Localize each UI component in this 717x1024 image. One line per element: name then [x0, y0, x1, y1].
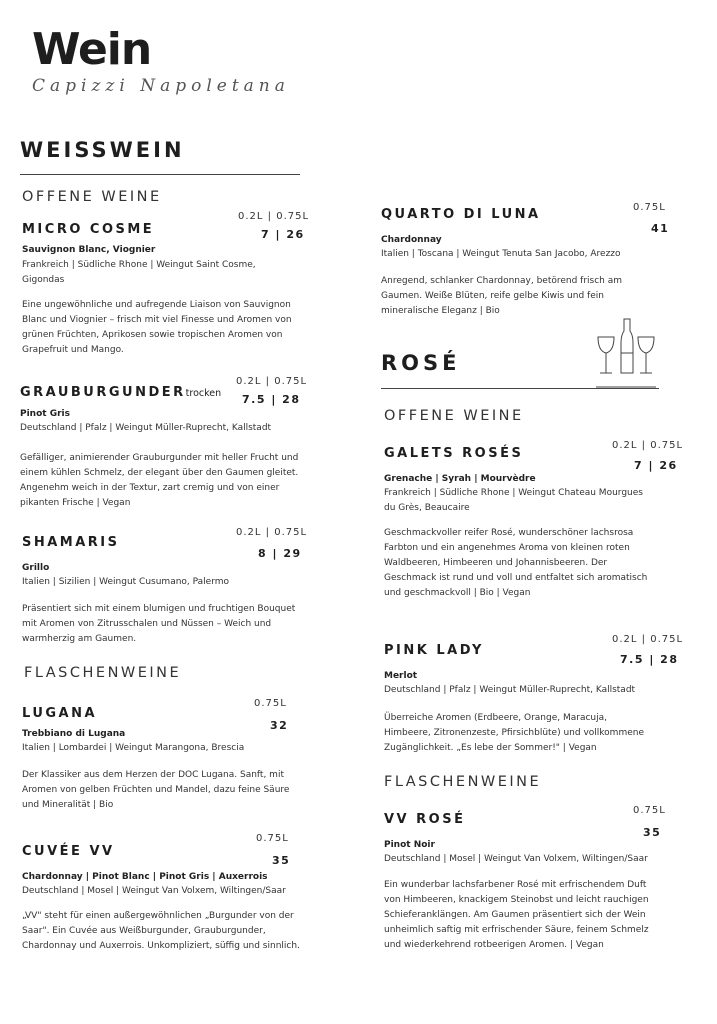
wine-price: 35	[643, 826, 662, 839]
subsection-title-flaschenweine: FLASCHENWEINE	[24, 665, 182, 681]
wine-sizes: 0.2L | 0.75L	[238, 211, 310, 222]
wine-grapes: Merlot	[384, 671, 418, 681]
wine-sizes: 0.2L | 0.75L	[236, 376, 308, 387]
wine-grapes: Sauvignon Blanc, Viognier	[22, 245, 156, 255]
wine-price: 7 | 26	[634, 459, 678, 472]
wine-name: GRAUBURGUNDERtrocken	[20, 385, 222, 400]
subsection-title-flaschenweine: FLASCHENWEINE	[384, 774, 542, 790]
wine-sizes: 0.75L	[256, 833, 289, 844]
wine-price: 8 | 29	[258, 547, 302, 560]
wine-grapes: Pinot Gris	[20, 409, 70, 419]
wine-price: 7.5 | 28	[620, 653, 679, 666]
wine-bottle-glasses-icon	[592, 317, 660, 389]
wine-name: VV ROSÉ	[384, 812, 466, 827]
wine-description: Überreiche Aromen (Erdbeere, Orange, Maracuja, Himbeere, Zitronenzeste, Pfirsichblüte) und vollkommene Zugänglichkeit. „Es lebe der Sommer!" | Vegan	[384, 713, 644, 753]
wine-description: Eine ungewöhnliche und aufregende Liaison von Sauvignon Blanc und Viognier – frisch mit viel Finesse und Aromen von grünen Früchten, Aprikosen sowie tropischen Aromen von Grapefruit und Mango.	[22, 300, 292, 355]
wine-price: 7.5 | 28	[242, 393, 301, 406]
wine-origin: Frankreich | Südliche Rhone | Weingut Saint Cosme, Gigondas	[22, 260, 256, 285]
wine-sizes: 0.75L	[633, 805, 666, 816]
wine-origin: Deutschland | Pfalz | Weingut Müller-Ruprecht, Kallstadt	[20, 423, 272, 433]
wine-grapes: Chardonnay | Pinot Blanc | Pinot Gris | Auxerrois	[22, 872, 268, 882]
wine-sizes: 0.2L | 0.75L	[612, 634, 684, 645]
wine-grapes: Grillo	[22, 563, 50, 573]
wine-origin: Italien | Sizilien | Weingut Cusumano, Palermo	[22, 577, 230, 587]
wine-name: PINK LADY	[384, 643, 484, 658]
wine-sizes: 0.2L | 0.75L	[612, 440, 684, 451]
wine-description: Geschmackvoller reifer Rosé, wunderschöner lachsrosa Farbton und ein angenehmes Aroma von kleinen roten Waldbeeren, Himbeeren und Johannisbeeren. Der Geschmack ist rund und voll und entfaltet sich aromatisch und geschmackvoll | Bio | Vegan	[384, 528, 648, 598]
wine-description: Anregend, schlanker Chardonnay, betörend frisch am Gaumen. Weiße Blüten, reife gelbe Kiwis und fein mineralische Eleganz | Bio	[381, 276, 623, 316]
wine-origin: Italien | Lombardei | Weingut Marangona, Brescia	[22, 743, 245, 753]
wine-sizes: 0.2L | 0.75L	[236, 527, 308, 538]
wine-sizes: 0.75L	[633, 202, 666, 213]
wine-origin: Deutschland | Mosel | Weingut Van Volxem, Wiltingen/Saar	[22, 886, 286, 896]
wine-description: Der Klassiker aus dem Herzen der DOC Lugana. Sanft, mit Aromen von gelben Früchten und Mandel, dazu feine Säure und Mineralität | Bio	[22, 770, 290, 810]
wine-name: QUARTO DI LUNA	[381, 207, 541, 222]
wine-description: „VV" steht für einen außergewöhnlichen „Burgunder von der Saar". Ein Cuvée aus Weißburgunder, Grauburgunder, Chardonnay und Auxerrois. Unkompliziert, süffig und sinnlich.	[22, 911, 300, 951]
wine-grapes: Grenache | Syrah | Mourvèdre	[384, 474, 536, 484]
section-divider	[20, 174, 300, 175]
wine-origin: Deutschland | Mosel | Weingut Van Volxem, Wiltingen/Saar	[384, 854, 648, 864]
wine-style-note: trocken	[185, 388, 222, 399]
wine-description: Präsentiert sich mit einem blumigen und fruchtigen Bouquet mit Aromen von Zitrusschalen und Nüssen – Weich und warmherzig am Gaumen.	[22, 604, 296, 644]
wine-name: SHAMARIS	[22, 535, 120, 550]
wine-description: Ein wunderbar lachsfarbener Rosé mit erfrischendem Duft von Himbeeren, knackigem Steinobst und leicht rauchigen Schieferanklängen. Am Gaumen präsentiert sich der Wein unheimlich saftig mit erfrischender Säure, feinem Schmelz und wiederkehrend rotbeerigen Aromen. | Vegan	[384, 880, 649, 950]
wine-name: GALETS ROSÉS	[384, 446, 524, 461]
wine-price: 32	[270, 719, 289, 732]
page-title: Wein	[32, 24, 152, 75]
wine-name: LUGANA	[22, 706, 98, 721]
wine-price: 41	[651, 222, 670, 235]
wine-grapes: Pinot Noir	[384, 840, 435, 850]
wine-price: 7 | 26	[261, 228, 305, 241]
wine-origin: Italien | Toscana | Weingut Tenuta San Jacobo, Arezzo	[381, 249, 621, 259]
subsection-title-offene-weine: OFFENE WEINE	[22, 189, 162, 205]
section-title-rose: ROSÉ	[381, 351, 461, 375]
wine-grapes: Chardonnay	[381, 235, 442, 245]
restaurant-signature: Capizzi Napoletana	[32, 76, 290, 96]
wine-origin: Deutschland | Pfalz | Weingut Müller-Ruprecht, Kallstadt	[384, 685, 636, 695]
wine-sizes: 0.75L	[254, 698, 287, 709]
subsection-title-offene-weine: OFFENE WEINE	[384, 408, 524, 424]
wine-origin: Frankreich | Südliche Rhone | Weingut Chateau Mourgues du Grès, Beaucaire	[384, 488, 643, 513]
wine-grapes: Trebbiano di Lugana	[22, 729, 126, 739]
wine-name: MICRO COSME	[22, 222, 155, 237]
section-title-weisswein: WEISSWEIN	[20, 138, 185, 162]
wine-name: CUVÉE VV	[22, 844, 115, 859]
wine-description: Gefälliger, animierender Grauburgunder mit heller Frucht und einem kühlen Schmelz, der elegant über den Gaumen gleitet. Angenehm weich in der Textur, zart cremig und von einer pikanten Frische | Vegan	[20, 453, 299, 508]
wine-price: 35	[272, 854, 291, 867]
